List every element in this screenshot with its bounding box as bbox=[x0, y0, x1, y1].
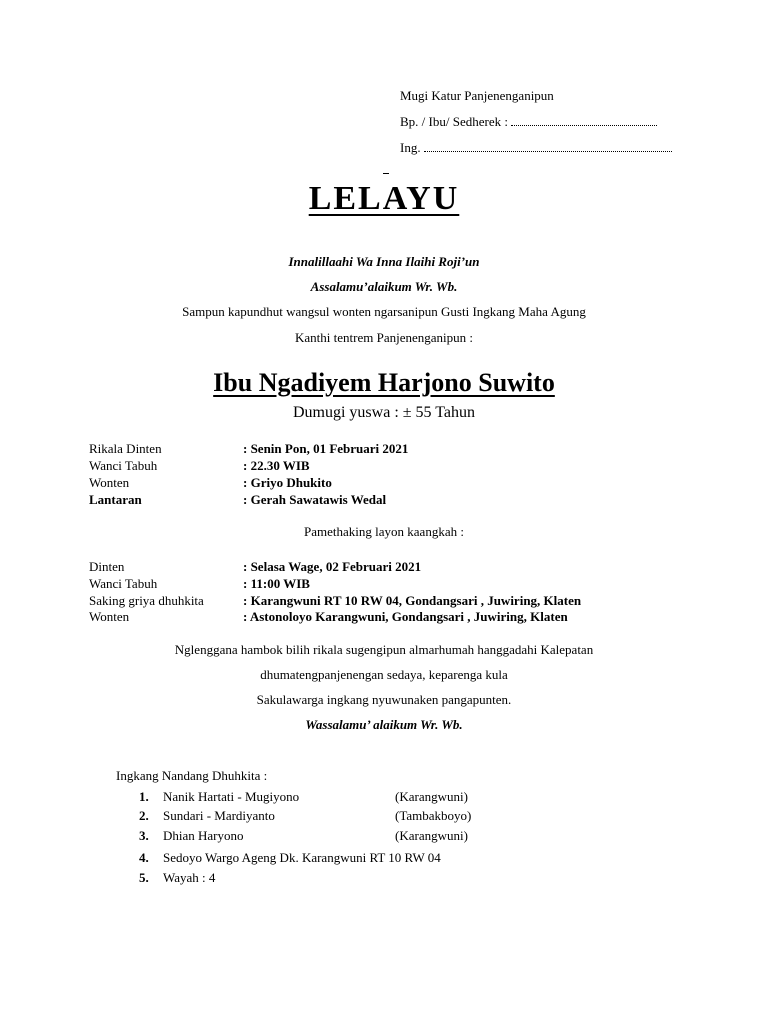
list-item: 4. Sedoyo Wargo Ageng Dk. Karangwuni RT 10 RW 04 bbox=[139, 850, 441, 865]
closing-line-2: dhumatengpanjenengan sedaya, keparenga kula bbox=[260, 667, 508, 682]
family-heading: Ingkang Nandang Dhuhkita : bbox=[116, 768, 268, 783]
detail-row: Lantaran : Gerah Sawatawis Wedal bbox=[89, 492, 387, 507]
list-item: 3. Dhian Haryono (Karangwuni) bbox=[139, 828, 468, 843]
detail-row: Rikala Dinten : Senin Pon, 01 Februari 2021 bbox=[89, 441, 409, 456]
detail-row: Wanci Tabuh : 22.30 WIB bbox=[89, 458, 310, 473]
place-label: Ing. bbox=[400, 140, 421, 155]
list-item: 1. Nanik Hartati - Mugiyono (Karangwuni) bbox=[139, 789, 468, 804]
burial-intro: Pamethaking layon kaangkah : bbox=[304, 524, 464, 539]
closing-line-1: Nglenggana hambok bilih rikala sugengipun almarhumah hanggadahi Kalepatan bbox=[174, 642, 594, 657]
list-item: 5. Wayah : 4 bbox=[139, 870, 216, 885]
document-title: LELAYU bbox=[308, 180, 460, 217]
burial-row: Wanci Tabuh : 11:00 WIB bbox=[89, 576, 310, 591]
recipient-line bbox=[400, 114, 657, 130]
list-item: 2. Sundari - Mardiyanto (Tambakboyo) bbox=[139, 808, 472, 823]
burial-row: Saking griya dhuhkita : Karangwuni RT 10 RW 04, Gondangsari , Juwiring, Klaten bbox=[89, 593, 582, 608]
deceased-age: Dumugi yuswa : ± 55 Tahun bbox=[292, 404, 476, 421]
announcement-line-2: Kanthi tentrem Panjenenganipun : bbox=[295, 330, 473, 345]
stray-mark bbox=[383, 173, 389, 174]
greeting: Assalamu’alaikum Wr. Wb. bbox=[310, 279, 458, 294]
burial-row: Wonten : Astonoloyo Karangwuni, Gondangsari , Juwiring, Klaten bbox=[89, 609, 568, 624]
place-line bbox=[400, 140, 672, 156]
place-blank bbox=[424, 141, 672, 152]
recipient-label: Bp. / Ibu/ Sedherek : bbox=[400, 114, 508, 129]
opening-prayer: Innalillaahi Wa Inna Ilaihi Roji’un bbox=[288, 254, 480, 269]
recipient-blank bbox=[511, 115, 657, 126]
announcement-line: Sampun kapundhut wangsul wonten ngarsanipun Gusti Ingkang Maha Agung bbox=[182, 304, 586, 319]
closing-line-3: Sakulawarga ingkang nyuwunaken pangapunten. bbox=[256, 692, 512, 707]
deceased-name: Ibu Ngadiyem Harjono Suwito bbox=[213, 368, 555, 397]
addressee-line: Mugi Katur Panjenenganipun bbox=[400, 88, 554, 103]
burial-row: Dinten : Selasa Wage, 02 Februari 2021 bbox=[89, 559, 422, 574]
closing-greeting: Wassalamu’ alaikum Wr. Wb. bbox=[305, 717, 463, 732]
detail-row: Wonten : Griyo Dhukito bbox=[89, 475, 332, 490]
